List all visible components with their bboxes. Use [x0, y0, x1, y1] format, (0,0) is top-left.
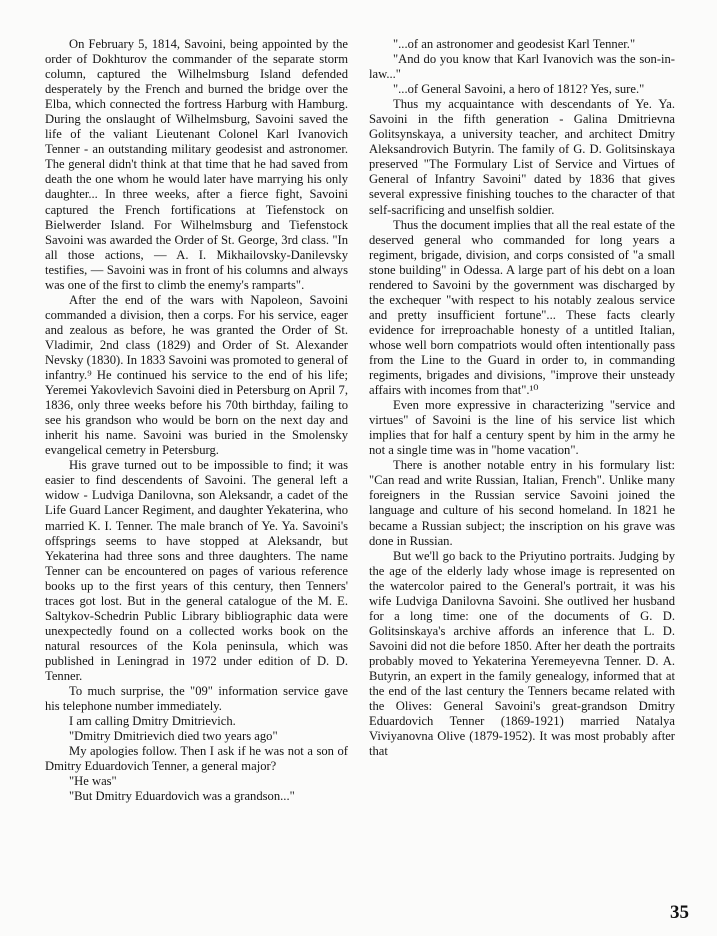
paragraph-right-1: "...of an astronomer and geodesist Karl Tenner." — [393, 37, 636, 51]
paragraph-right-8: But we'll go back to the Priyutino portraits. Judging by the age of the elderly lady whose image is represented on the watercolor paired to the General's portrait, it was his wife Ludviga Danilovna Savoini. She outlived her husband for a long time: one of the documents of G. D. Golitsinskaya's archive affords an inference that L. D. Savoini did not die before 1850. After her death the portraits probably moved to Yekaterina Yeremeyevna Tenner. D. A. Butyrin, an expert in the family genealogy, informed that at the end of the last century the Tenners became related with the Olives: General Savoini's great-grandson Dmitry Eduardovich Tenner (1869-1921) married Natalya Viviyanovna Olive (1879-1952). It was most probably after that — [369, 548, 675, 759]
right-text-column — [369, 37, 675, 759]
paragraph-right-7: There is another notable entry in his formulary list: "Can read and write Russian, Italian, French". Unlike many foreigners in the Russian service Savoini joined the language and culture of his second homeland. In 1821 he became a Russian subject; the inscription on his grave was done in Russian. — [369, 458, 675, 548]
paragraph-left-5: I am calling Dmitry Dmitrievich. — [69, 714, 236, 729]
paragraph-right-2: "And do you know that Karl Ivanovich was the son-in-law..." — [369, 52, 675, 82]
paragraph-right-5: Thus the document implies that all the real estate of the deserved general who commanded for long years a regiment, brigade, division, and corps consisted of "a small stone building" in Odessa. A large part of his debt on a loan rendered to Savoini by the government was discharged by the exchequer "with respect to his notably zealous service and pretty insufficient fortune"... These facts clearly evidence for irreproachable honesty of a untitled Italian, whose well born compatriots would often intentionally pass from the Line to the Guard in order to, in commanding regiments, brigades and divisions, "improve their unsteady affairs with incomes from that".¹⁰ — [369, 217, 675, 398]
paragraph-left-8: "He was" — [69, 774, 117, 789]
paragraph-left-9: "But Dmitry Eduardovich was a grandson..." — [69, 789, 295, 804]
paragraph-right-3: "...of General Savoini, a hero of 1812? Yes, sure." — [393, 82, 645, 97]
paragraph-left-2: After the end of the wars with Napoleon, Savoini commanded a division, then a corps. For his service, eager and zealous as before, he was granted the Order of St. Vladimir, 2nd class (1829) and Order of St. Alexander Nevsky (1830). In 1833 Savoini was promoted to general of infantry.⁹ He continued his service to the end of his life; Yeremei Yakovlevich Savoini died in Petersburg on April 7, 1836, only three weeks before his 70th birthday, failing to see his grandson who would be born on the next day and inherit his name. Savoini was buried in the Smolensky evangelical cemetry in Petersburg. — [45, 292, 348, 458]
page-number: 35 — [670, 902, 689, 923]
paragraph-left-4: To much surprise, the "09" information service gave his telephone number immediately. — [45, 684, 348, 714]
left-text-column — [45, 37, 348, 804]
paragraph-right-4: Thus my acquaintance with descendants of Ye. Ya. Savoini in the fifth generation - Galina Dmitrievna Golitsynskaya, a university teacher, and architect Dmitry Aleksandrovich Butyrin. The family of G. D. Golitsinskaya preserved "The Formulary List of Service and Virtues of General of Infantry Savoini" dated by 1836 that gives several expressive finishing touches to the character of that self-sacrificing and unselfish soldier. — [369, 97, 675, 217]
paragraph-left-6: "Dmitry Dmitrievich died two years ago" — [69, 729, 278, 744]
paragraph-left-1: On February 5, 1814, Savoini, being appointed by the order of Dokhturov the commander of the separate storm column, captured the Wilhelmsburg Island defended desperately by the French and burned the bridge over the Elba, which connected the fortress Harburg with Hamburg. During the onslaught of Wilhelmsburg, Savoini saved the life of the valiant Lieutenant Colonel Karl Ivanovich Tenner - an outstanding military geodesist and astronomer. The general didn't think at that time that he had saved from death the one whom he would later have marrying his only daughter... In three weeks, after a fierce fight, Savoini captured the French fortifications at Tiefenstock on Bielwerder Island. For Wilhelmsburg and Tiefenstock Savoini was awarded the Order of St. George, 3rd class. "In all those actions, — A. I. Mikhailovsky-Danilevsky testifies, — Savoini was in front of his columns and always was one of the first to climb the enemy's ramparts". — [45, 37, 348, 292]
paragraph-right-6: Even more expressive in characterizing "service and virtues" of Savoini is the line of his service list which implies that for half a century spent by him in the army he not a single time was in "home vacation". — [369, 398, 675, 458]
paragraph-left-3: His grave turned out to be impossible to find; it was easier to find descendents of Savoini. The general left a widow - Ludviga Danilovna, son Aleksandr, a cadet of the Life Guard Lancer Regiment, and daughter Yekaterina, who married K. I. Tenner. The male branch of Ye. Ya. Savoini's offsprings seems to have stopped at Aleksandr, but Yekaterina had three sons and three daughters. The name Tenner can be encountered on pages of various reference books up to the first years of this century, then Tenners' traces got lost. But in the general catalogue of the M. E. Saltykov-Schedrin Public Library bibliographic data were unexpectedly found on a collected works book on the natural resources of the Kola peninsula, which was published in Leningrad in 1972 under edition of D. D. Tenner. — [45, 458, 348, 683]
paragraph-left-7: My apologies follow. Then I ask if he was not a son of Dmitry Eduardovich Tenner, a general major? — [45, 744, 348, 774]
